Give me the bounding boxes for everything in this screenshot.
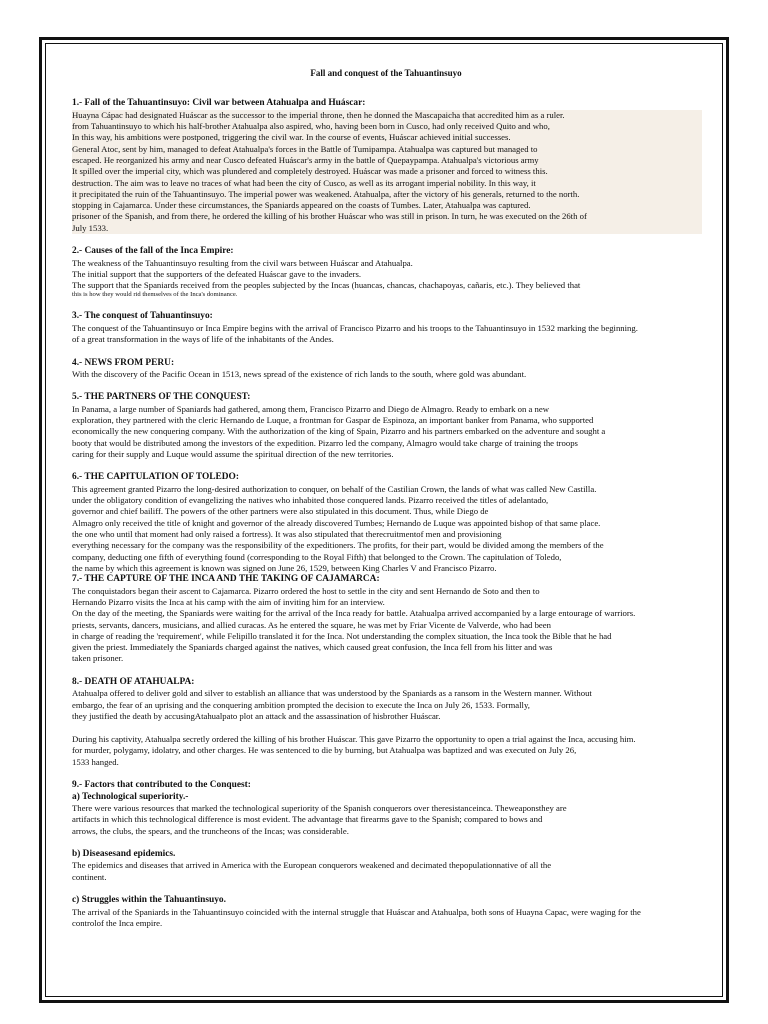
section-1-line: It spilled over the imperial city, which was plundered and completely destroyed. Huáscar was made a prisoner and forced to witness this. (72, 166, 548, 177)
section-6-heading: 6.- THE CAPITULATION OF TOLEDO: (72, 472, 239, 483)
section-8 (72, 677, 700, 768)
section-8-extra-line: for murder, polygamy, idolatry, and other charges. He was sentenced to die by burning, but Atahualpa was baptized and was executed on July 26, (72, 745, 577, 756)
section-6-line: This agreement granted Pizarro the long-desired authorization to conquer, on behalf of the Castilian Crown, the lands of what was called New Castilla. (72, 483, 597, 494)
section-1-heading: 1.- Fall of the Tahuantinsuyo: Civil war between Atahualpa and Huáscar: (72, 98, 366, 109)
section-6 (72, 472, 700, 574)
section-9c (72, 895, 700, 929)
section-3-line: of a great transformation in the ways of life of the inhabitants of the Andes. (72, 334, 334, 345)
section-7-heading: 7.- THE CAPTURE OF THE INCA AND THE TAKING OF CAJAMARCA: (72, 574, 380, 585)
section-5-line: In Panama, a large number of Spaniards had gathered, among them, Francisco Pizarro and Diego de Almagro. Ready to embark on a new (72, 403, 550, 414)
section-6-line: the one who until that moment had only raised a fortress). It was also stipulated that therecruitmentof men and provisioning (72, 529, 502, 540)
section-1-line: In this way, his ambitions were postponed, triggering the civil war. In the course of events, Huáscar achieved initial successes. (72, 132, 511, 143)
section-1-line: destruction. The aim was to leave no traces of what had been the city of Cusco, as well as its arrogant imperial nobility. In this way, it (72, 177, 536, 188)
section-9 (72, 780, 700, 929)
section-5-line: exploration, they partnered with the cleric Hernando de Luque, a frontman for Gaspar de Espinoza, an important banker from Panama, who supported (72, 415, 594, 426)
section-6-line: governor and chief bailiff. The powers of the other partners were also stipulated in this document. Thus, while Diego de (72, 506, 489, 517)
section-1 (72, 98, 700, 234)
section-6-line: Almagro only received the title of knight and governor of the already discovered Tumbes; Hernando de Luque was appointed bishop of that same place. (72, 517, 601, 528)
section-8-heading: 8.- DEATH OF ATAHUALPA: (72, 676, 195, 687)
section-7-line: On the day of the meeting, the Spaniards were waiting for the arrival of the Inca ready for battle. Atahualpa arrived accompanied by a large entourage of warriors. (72, 608, 636, 619)
section-2-heading: 2.- Causes of the fall of the Inca Empire: (72, 246, 234, 257)
section-1-line: Huayna Cápac had designated Huáscar as the successor to the imperial throne, then he donned the Mascapaicha that accredited him as a ruler. (72, 109, 565, 120)
section-6-line: under the obligatory condition of evangelizing the natives who inhabited those conquered lands. Pizarro received the titles of adelantado, (72, 495, 549, 506)
document-title: Fall and conquest of the Tahuantinsuyo (310, 68, 462, 78)
section-3-heading: 3.- The conquest of Tahuantinsuyo: (72, 311, 213, 322)
section-9b-line: The epidemics and diseases that arrived in America with the European conquerors weakened and decimated thepopulationnative of all the (72, 860, 552, 871)
section-5-line: booty that would be distributed among the investors of the expedition. Pizarro led the company, Almagro would take charge of training the troops (72, 437, 578, 448)
section-1-line: from Tahuantinsuyo to which his half-brother Atahualpa also aspired, who, having been born in Cusco, had only received Quito and who, (72, 121, 550, 132)
section-1-line: it precipitated the ruin of the Tahuantinsuyo. The imperial power was weakened. Atahualpa, after the victory of his generals, returned to the north. (72, 188, 580, 199)
section-4 (72, 358, 700, 381)
section-6-line: company, deducting one fifth of everything found (corresponding to the Royal Fifth) that belonged to the Crown. The capitulation of Toledo, (72, 551, 562, 562)
section-8-line: they justified the death by accusingAtahualpato plot an attack and the assassination of hisbrother Huáscar. (72, 710, 441, 721)
section-3 (72, 311, 700, 345)
section-7-line: given the priest. Immediately the Spaniards charged against the natives, which caused great confusion, the Inca fell from his litter and was (72, 642, 553, 653)
section-5-line: economically the new conquering company. With the authorization of the king of Spain, Pizarro and his partners embarked on the adventure and sought a (72, 426, 606, 437)
section-3-line: The conquest of the Tahuantinsuyo or Inca Empire begins with the arrival of Francisco Pizarro and his troops to the Tahuantinsuyo in 1532 marking the beginning. (72, 322, 638, 333)
section-9c-line: The arrival of the Spaniards in the Tahuantinsuyo coincided with the internal struggle that Huáscar and Atahualpa, both sons of Huayna Capac, were waging for the (72, 906, 641, 917)
section-6-line: everything necessary for the company was the responsibility of the expeditioners. The profits, for their part, would be divided among the members of the (72, 540, 604, 551)
section-9a-line: arrows, the clubs, the spears, and the truncheons of the Incas; was considerable. (72, 825, 349, 836)
paragraph-gap (72, 722, 700, 734)
section-1-line: General Atoc, sent by him, managed to defeat Atahualpa's forces in the Battle of Tumipampa. Atahualpa was captured but managed to (72, 143, 538, 154)
section-9a-line: artifacts in which this technological difference is most evident. The advantage that firearms gave to the Spanish; compared to bows and (72, 814, 543, 825)
section-5-heading: 5.- THE PARTNERS OF THE CONQUEST: (72, 392, 251, 403)
section-4-heading: 4.- NEWS FROM PERU: (72, 357, 175, 368)
section-9b (72, 849, 700, 883)
section-8-extra-line: During his captivity, Atahualpa secretly ordered the killing of his brother Huáscar. This gave Pizarro the opportunity to open a trial against the Inca, accusing him. (72, 734, 636, 745)
section-9b-line: continent. (72, 871, 107, 882)
section-2-line: The initial support that the supporters of the defeated Huáscar gave to the invaders. (72, 268, 362, 279)
document-page (72, 65, 700, 985)
section-7 (72, 574, 700, 665)
section-2-small-line: this is how they would rid themselves of the Inca's dominance. (72, 291, 238, 299)
section-7-line: taken prisoner. (72, 653, 124, 664)
section-9a-line: There were various resources that marked the technological superiority of the Spanish conquerors over theresistanceinca. Theweaponsthey are (72, 803, 567, 814)
section-9c-line: controlof the Inca empire. (72, 917, 163, 928)
section-7-line: in charge of reading the 'requirement', while Felipillo translated it for the Inca. Not understanding the complex situation, the Inca took the Bible that he had (72, 630, 612, 641)
section-2-line: The support that the Spaniards received from the peoples subjected by the Incas (huancas, chancas, chachapoyas, cañaris, etc.). They believed that (72, 280, 581, 291)
section-9a-heading: a) Technological superiority.- (72, 791, 189, 802)
section-9b-heading: b) Diseasesand epidemics. (72, 848, 176, 859)
section-5 (72, 392, 700, 460)
section-9-heading: 9.- Factors that contributed to the Conquest: (72, 780, 251, 791)
section-2-line: The weakness of the Tahuantinsuyo resulting from the civil wars between Huáscar and Atahualpa. (72, 257, 413, 268)
section-8-line: Atahualpa offered to deliver gold and silver to establish an alliance that was understood by the Spaniards as a ransom in the Western manner. Without (72, 688, 592, 699)
section-9a (72, 792, 700, 837)
section-1-line: escaped. He reorganized his army and near Cusco defeated Huáscar's army in the battle of Quepaypampa. Atahualpa's victorious army (72, 154, 539, 165)
section-8-extra-line: 1533 hanged. (72, 756, 119, 767)
section-6-line: the name by which this agreement is known was signed on June 26, 1529, between King Charles V and Francisco Pizarro. (72, 562, 497, 573)
section-7-line: priests, servants, dancers, musicians, and allied curacas. As he entered the square, he was met by Friar Vicente de Valverde, who had been (72, 619, 551, 630)
section-7-line: The conquistadors began their ascent to Cajamarca. Pizarro ordered the host to settle in the city and sent Hernando de Soto and then to (72, 585, 540, 596)
section-2 (72, 246, 700, 299)
section-5-line: caring for their supply and Luque would assume the spiritual direction of the new territories. (72, 449, 394, 460)
section-1-line: prisoner of the Spanish, and from there, he ordered the killing of his brother Huáscar who was still in prison. In turn, he was executed on the 26th of (72, 211, 587, 222)
section-8-line: embargo, the fear of an uprising and the conquering ambition prompted the decision to execute the Inca on July 26, 1533. Formally, (72, 699, 530, 710)
section-7-line: Hernando Pizarro visits the Inca at his camp with the aim of inviting him for an interview. (72, 597, 385, 607)
section-1-line: July 1533. (72, 222, 109, 233)
section-9c-heading: c) Struggles within the Tahuantinsuyo. (72, 895, 226, 906)
section-1-line: stopping in Cajamarca. Under these circumstances, the Spaniards appeared on the coasts of Tumbes. Later, Atahualpa was captured. (72, 200, 531, 211)
section-4-line: With the discovery of the Pacific Ocean in 1513, news spread of the existence of rich lands to the south, where gold was abundant. (72, 369, 527, 380)
section-1-body (72, 110, 702, 234)
